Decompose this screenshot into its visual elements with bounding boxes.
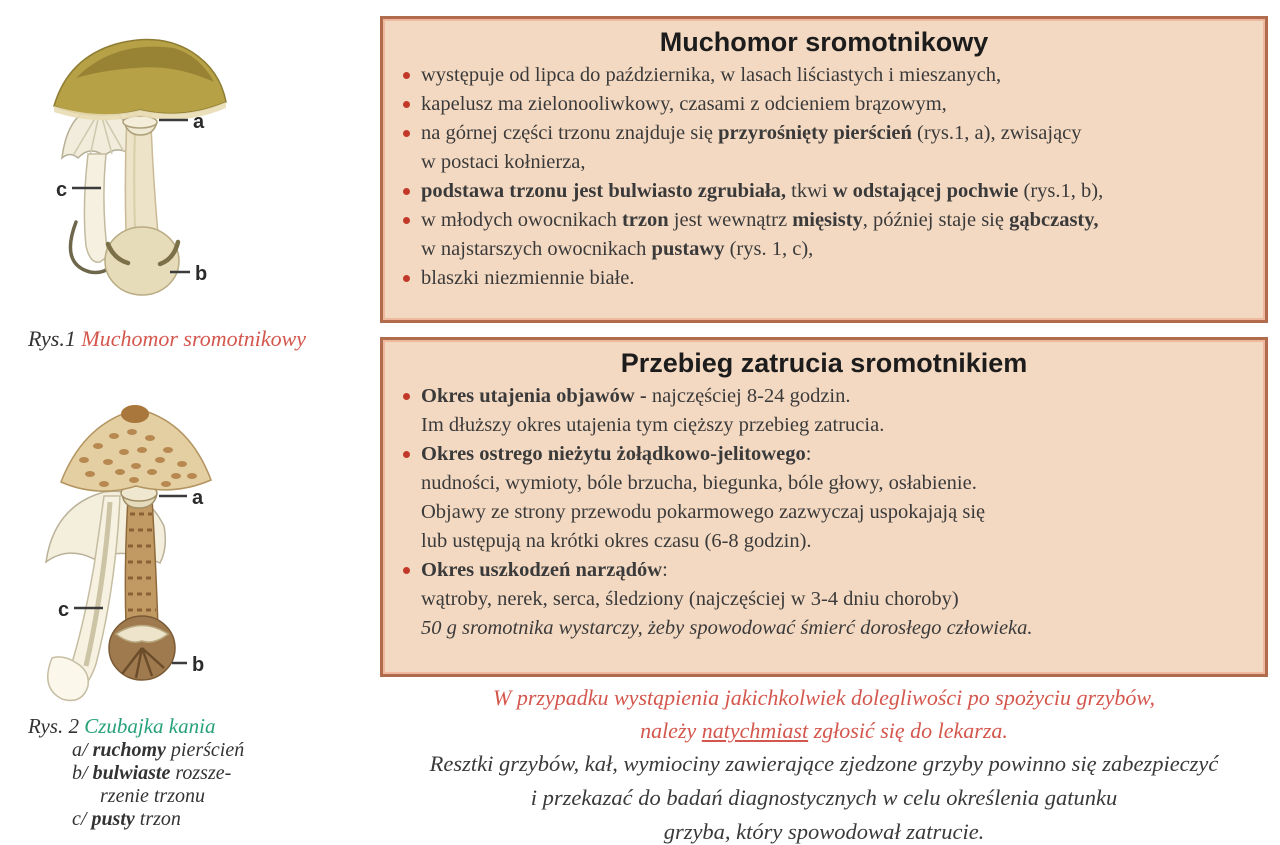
footer-notes [380,681,1268,845]
figure-2-caption-prefix: Rys. 2 [28,714,79,738]
box1-bullet-2: kapelusz ma zielonooliwkowy, czasami z odcieniem brązowym, [401,90,1251,119]
box1-bullet-4: podstawa trzonu jest bulwiasto zgrubiała, tkwi w odstającej pochwie (rys.1, b), [401,177,1251,206]
box1-bullet-6: blaszki niezmiennie białe. [401,264,1251,293]
box2-bullet-list [383,382,1265,643]
figure-1-caption [28,326,306,352]
box1-bullet-list [383,61,1265,293]
warning-line-2: należy natychmiast zgłosić się do lekarza. [640,718,1008,743]
fig1-mushroom [54,40,226,296]
box1-bullet-5: w młodych owocnikach trzon jest wewnątrz mięsisty, później staje się gąbczasty, w najstarszych owocnikach pustawy (rys. 1, c), [401,206,1251,264]
box2-title: Przebieg zatrucia sromotnikiem [620,348,1028,378]
info-box-zatrucie [380,337,1268,677]
figure-2-legend [72,739,244,831]
legend-item-b: b/ bulwiaste rozsze- [72,762,232,784]
box2-bullet-1: Okres utajenia objawów - najczęściej 8-24 godzin. Im dłuższy okres utajenia tym cięższy przebieg zatrucia. [401,382,1251,440]
box1-bullet-1: występuje od lipca do października, w lasach liściastych i mieszanych, [401,61,1251,90]
figure-2-illustration [24,396,346,715]
fig2-label-a: a [192,487,204,509]
fig1-label-a: a [193,111,205,133]
figure-2-caption-title: Czubajka kania [84,714,216,738]
fig2-label-b: b [192,654,205,676]
fig2-label-c: c [58,599,70,621]
note-line-1: Resztki grzybów, kał, wymiociny zawierające zjedzone grzyby powinno się zabezpieczyć [429,751,1219,776]
parasol-drawing [24,396,346,710]
box2-bullet-2: Okres ostrego nieżytu żołądkowo-jelitowego: nudności, wymioty, bóle brzucha, biegunka, bóle głowy, osłabienie. Objawy ze strony przewodu pokarmowego zazwyczaj uspokajają się lub ustępują na krótki okres czasu (6-8 godzin). [401,440,1251,556]
box2-bullet-3: Okres uszkodzeń narządów: wątroby, nerek, serca, śledziony (najczęściej w 3-4 dniu choroby) 50 g sromotnika wystarczy, żeby spowodować śmierć dorosłego człowieka. [401,556,1251,643]
box1-title: Muchomor sromotnikowy [659,27,989,57]
figure-2-caption [28,714,244,831]
fig1-label-b: b [195,263,208,285]
figure-1-caption-prefix: Rys.1 [28,326,76,351]
note-line-3: grzyba, który spowodował zatrucie. [663,819,985,844]
legend-item-a: a/ ruchomy pierścień [72,739,245,761]
figure-2-caption-line [28,714,244,739]
fig2-cap-apex [121,405,149,423]
figure-1-illustration [24,6,346,325]
death-cap-drawing [24,6,346,320]
warning-line-1: W przypadku wystąpienia jakichkolwiek dolegliwości po spożyciu grzybów, [493,685,1155,710]
note-line-2: i przekazać do badań diagnostycznych w celu określenia gatunku [530,785,1118,810]
legend-item-c: c/ pusty trzon [72,808,181,830]
fig1-label-c: c [56,179,68,201]
box1-bullet-3: na górnej części trzonu znajduje się przyrośnięty pierścień (rys.1, a), zwisający w postaci kołnierza, [401,119,1251,177]
info-box-muchomor [380,16,1268,323]
figure-1-caption-title: Muchomor sromotnikowy [81,326,307,351]
legend-item-b-continued: rzenie trzonu [100,785,205,807]
